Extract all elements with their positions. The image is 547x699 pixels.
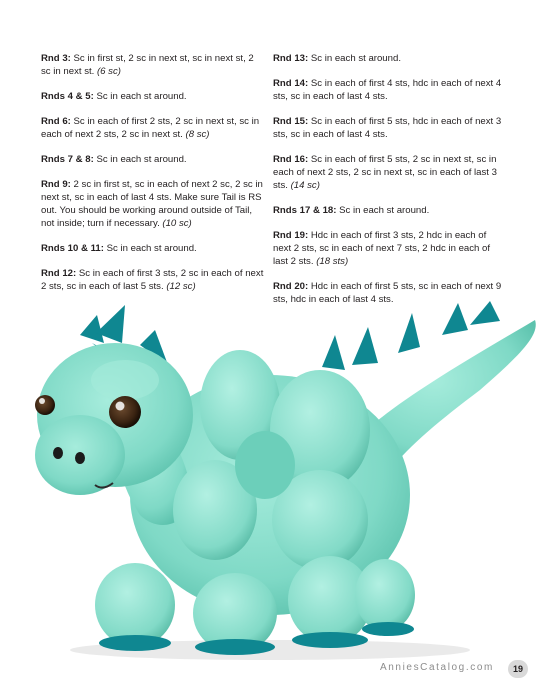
page-number: 19: [508, 660, 528, 678]
tail-spike: [352, 327, 378, 365]
tail-spike: [442, 303, 468, 335]
leg-back-right: [355, 559, 415, 631]
step-text: Sc in each st around.: [103, 243, 197, 254]
eye-right: [109, 396, 141, 428]
foot: [99, 635, 171, 651]
step-rnd-13: [273, 52, 505, 65]
step-text: Hdc in each of first 3 sts, 2 hdc in each of next 2 sts, sc in each of next 7 sts, 2 hdc in each of last 2 sts.: [273, 230, 491, 267]
crochet-dinosaur-photo: [0, 295, 547, 675]
step-text: Sc in each of first 5 sts, 2 sc in next st, sc in each of next 2 sts, 2 sc in next st, sc in each of last 3 sts.: [273, 154, 497, 191]
step-label: Rnd 16:: [273, 154, 309, 165]
step-text: Sc in each st around.: [93, 91, 187, 102]
leg-front-left: [95, 563, 175, 647]
step-label: Rnd 20:: [273, 281, 309, 292]
step-rnds-4-5: [41, 90, 265, 103]
footer-website: AnniesCatalog.com: [380, 662, 494, 673]
step-text: Sc in each st around.: [308, 53, 401, 64]
step-text: 2 sc in first st, sc in each of next 2 sc, 2 sc in next st, sc in each of last 4 sts. Make sure Tail is RS out. You should be working around outside of Tail, not inside; turn if necessary.: [41, 179, 263, 229]
stitch-count: (8 sc): [185, 129, 210, 140]
foot: [362, 622, 414, 636]
step-label: Rnd 9:: [41, 179, 71, 190]
tail-spike: [398, 313, 420, 353]
step-rnds-10-11: [41, 242, 265, 255]
step-rnd-9: [41, 178, 265, 230]
nostril: [75, 452, 85, 464]
step-label: Rnds 10 & 11:: [41, 243, 104, 254]
step-rnd-14: [273, 77, 505, 103]
stitch-count: (18 sts): [316, 256, 349, 267]
step-label: Rnd 13:: [273, 53, 309, 64]
step-text: Sc in each of first 4 sts, hdc in each of next 4 sts, sc in each of last 4 sts.: [273, 78, 502, 102]
step-label: Rnd 3:: [41, 53, 71, 64]
step-text: Sc in each st around.: [93, 154, 187, 165]
step-rnds-17-18: [273, 204, 505, 217]
step-text: Sc in first st, 2 sc in next st, sc in next st, 2 sc in next st.: [41, 53, 254, 77]
instructions-right-column: [273, 52, 505, 318]
puzzle-petal: [235, 431, 295, 499]
step-text: Sc in each st around.: [336, 205, 430, 216]
instructions-left-column: [41, 52, 265, 305]
step-label: Rnd 12:: [41, 268, 77, 279]
foot: [292, 632, 368, 648]
step-rnd-19: [273, 229, 505, 268]
step-text: Sc in each of first 5 sts, hdc in each of next 3 sts, sc in each of last 4 sts.: [273, 116, 502, 140]
eye-left: [35, 395, 55, 415]
step-rnd-15: [273, 115, 505, 141]
step-text: Hdc in each of first 5 sts, sc in each of next 9 sts, hdc in each of last 4 sts.: [273, 281, 502, 305]
step-label: Rnds 4 & 5:: [41, 91, 94, 102]
step-label: Rnd 15:: [273, 116, 309, 127]
step-label: Rnd 6:: [41, 116, 71, 127]
step-text: Sc in each of first 2 sts, 2 sc in next st, sc in each of next 2 sts, 2 sc in next st.: [41, 116, 260, 140]
step-rnd-16: [273, 153, 505, 192]
step-label: Rnd 14:: [273, 78, 309, 89]
step-text: Sc in each of first 3 sts, 2 sc in each of next 2 sts, sc in each of last 5 sts.: [41, 268, 264, 292]
stitch-count: (12 sc): [166, 281, 196, 292]
tail-spike: [470, 301, 500, 325]
step-label: Rnd 19:: [273, 230, 309, 241]
step-label: Rnds 7 & 8:: [41, 154, 94, 165]
tail-spike: [322, 335, 345, 370]
stitch-count: (6 sc): [96, 66, 121, 77]
step-rnd-12: [41, 267, 265, 293]
step-label: Rnds 17 & 18:: [273, 205, 337, 216]
foot: [195, 639, 275, 655]
stitch-count: (14 sc): [290, 180, 320, 191]
step-rnd-3: [41, 52, 265, 78]
nostril: [53, 447, 63, 459]
stitch-count: (10 sc): [162, 218, 192, 229]
step-rnds-7-8: [41, 153, 265, 166]
step-rnd-6: [41, 115, 265, 141]
